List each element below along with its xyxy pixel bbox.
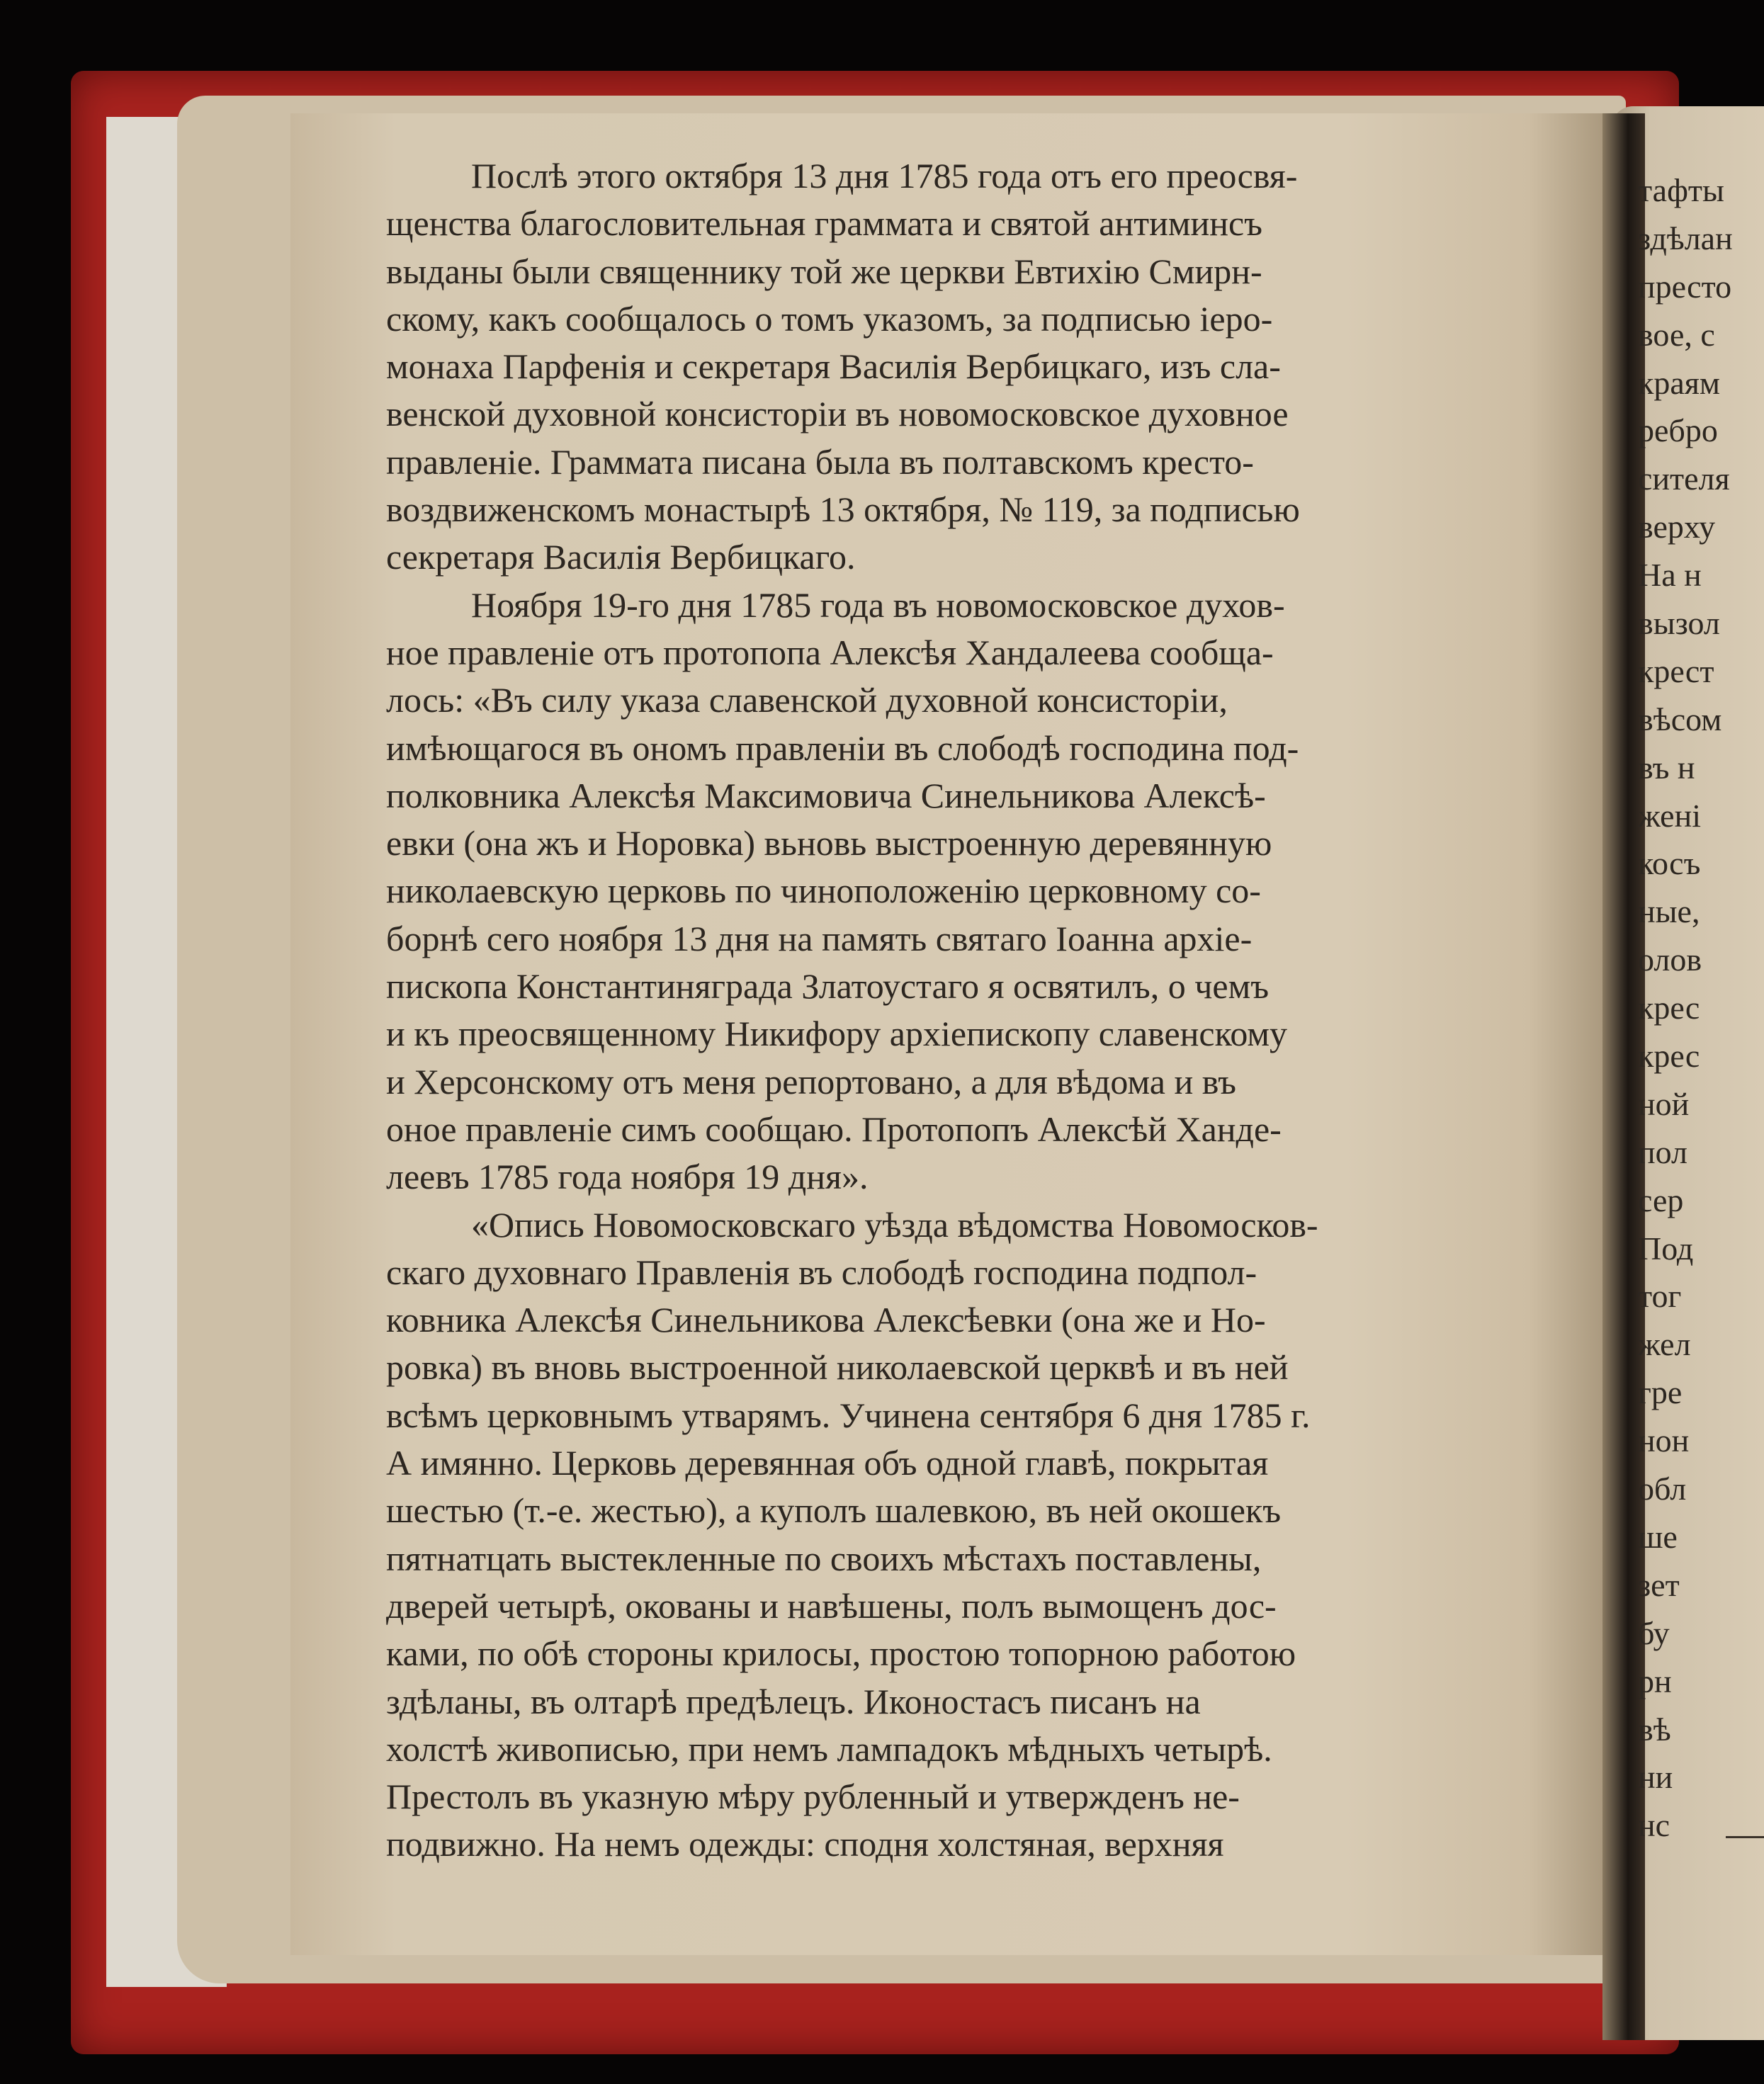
text-line: вое, с: [1638, 316, 1715, 353]
text-line: и къ преосвященному Никифору архіепископу славенскому: [386, 1014, 1288, 1054]
text-line: вѣсом: [1638, 701, 1722, 737]
left-page-text: [386, 152, 1548, 1869]
text-line: зет: [1638, 1566, 1680, 1603]
text-line: дверей четырѣ, окованы и навѣшены, полъ вымощенъ дос-: [386, 1585, 1277, 1626]
text-line: здѣланы, въ олтарѣ предѣлецъ. Иконостасъ писанъ на: [386, 1681, 1201, 1721]
text-line: жені: [1638, 797, 1701, 834]
text-line: ше: [1638, 1518, 1678, 1555]
text-line: въ н: [1638, 749, 1695, 786]
text-line: всѣмъ церковнымъ утварямъ. Учинена сентября 6 дня 1785 г.: [386, 1395, 1311, 1435]
text-line: сер: [1638, 1182, 1684, 1218]
text-line: вызол: [1638, 605, 1720, 642]
text-line: имѣющагося въ ономъ правленіи въ слободѣ господина под-: [386, 727, 1299, 768]
text-line: тог: [1638, 1278, 1682, 1315]
text-line: обл: [1638, 1471, 1687, 1507]
text-line: шестью (т.-е. жестью), а куполъ шалевкою, въ ней окошекъ: [386, 1490, 1282, 1531]
text-line: рн: [1638, 1663, 1672, 1699]
text-line: Под: [1638, 1230, 1694, 1267]
text-line: оное правленіе симъ сообщаю. Протопопъ Алексѣй Ханде-: [386, 1109, 1282, 1149]
text-line: пископа Константиняграда Златоустаго я освятилъ, о чемъ: [386, 966, 1270, 1007]
text-line: воздвиженскомъ монастырѣ 13 октября, № 119, за подписью: [386, 489, 1300, 530]
text-line: леевъ 1785 года ноября 19 дня».: [386, 1157, 869, 1197]
text-line: монаха Парфенія и секретаря Василія Вербицкаго, изъ сла-: [386, 346, 1281, 387]
text-line: выданы были священнику той же церкви Евтихію Смирн-: [386, 251, 1262, 291]
text-line: ни: [1638, 1759, 1673, 1796]
text-line: краям: [1638, 364, 1721, 401]
text-line: «Опись Новомосковскаго уѣзда вѣдомства Новомосков-: [471, 1204, 1318, 1245]
right-page-text: [1638, 166, 1764, 1850]
text-line: бу: [1638, 1614, 1670, 1651]
text-line: олов: [1638, 941, 1702, 978]
text-line: тафты: [1638, 172, 1724, 208]
text-line: На н: [1638, 557, 1702, 594]
text-line: евки (она жъ и Норовка) вьновь выстроенную деревянную: [386, 823, 1272, 863]
text-line: вѣ: [1638, 1711, 1671, 1748]
text-line: щенства благословительная граммата и святой антиминсъ: [386, 203, 1263, 244]
text-line: верху: [1638, 509, 1716, 545]
text-line: полковника Алексѣя Максимовича Синельникова Алексѣ-: [386, 775, 1266, 815]
text-line: николаевскую церковь по чиноположенію церковному со-: [386, 871, 1261, 911]
text-line: Престолъ въ указную мѣру рубленный и утвержденъ не-: [386, 1777, 1240, 1817]
text-line: ками, по обѣ стороны крилосы, простою топорною работою: [386, 1633, 1296, 1674]
text-line: косъ: [1638, 845, 1701, 882]
text-line: ковника Алексѣя Синельникова Алексѣевки (она же и Но-: [386, 1300, 1266, 1340]
text-line: лось: «Въ силу указа славенской духовной консисторіи,: [386, 680, 1228, 720]
text-line: Ноября 19-го дня 1785 года въ новомосковское духов-: [471, 584, 1285, 625]
text-line: сителя: [1638, 460, 1730, 497]
text-line: Послѣ этого октября 13 дня 1785 года отъ его преосвя-: [471, 156, 1298, 196]
text-line: борнѣ сего ноября 13 дня на память святаго Іоанна архіе-: [386, 918, 1253, 958]
text-line: нс: [1638, 1807, 1670, 1844]
text-line: престо: [1638, 268, 1732, 305]
text-line: ровка) въ вновь выстроенной николаевской церквѣ и въ ней: [386, 1347, 1289, 1388]
text-line: здѣлан: [1638, 220, 1733, 256]
footnote-rule: [1726, 1836, 1764, 1838]
text-line: гре: [1638, 1374, 1683, 1411]
text-line: нон: [1638, 1422, 1690, 1459]
text-line: и Херсонскому отъ меня репортовано, а для вѣдома и въ: [386, 1061, 1236, 1102]
text-line: крес: [1638, 990, 1700, 1026]
text-line: А имянно. Церковь деревянная объ одной главѣ, покрытая: [386, 1443, 1269, 1483]
text-line: ные,: [1638, 893, 1700, 930]
text-line: ной: [1638, 1085, 1690, 1122]
text-line: жел: [1638, 1326, 1691, 1363]
text-line: пол: [1638, 1133, 1687, 1170]
text-line: ное правленіе отъ протопопа Алексѣя Хандалеева сообща-: [386, 632, 1274, 672]
text-line: секретаря Василія Вербицкаго.: [386, 537, 856, 577]
text-line: скому, какъ сообщалось о томъ указомъ, за подписью іеро-: [386, 298, 1273, 339]
text-line: правленіе. Граммата писана была въ полтавскомъ кресто-: [386, 441, 1254, 482]
text-line: венской духовной консисторіи въ новомосковское духовное: [386, 394, 1289, 434]
text-line: пятнатцать выстекленные по своихъ мѣстахъ поставлены,: [386, 1538, 1262, 1578]
text-line: крест: [1638, 652, 1714, 689]
text-line: подвижно. На немъ одежды: сподня холстяная, верхняя: [386, 1824, 1224, 1864]
text-line: ребро: [1638, 412, 1718, 449]
text-line: скаго духовнаго Правленія въ слободѣ господина подпол-: [386, 1252, 1257, 1292]
text-line: крес: [1638, 1038, 1700, 1075]
text-line: холстѣ живописью, при немъ лампадокъ мѣдныхъ четырѣ.: [386, 1728, 1272, 1769]
